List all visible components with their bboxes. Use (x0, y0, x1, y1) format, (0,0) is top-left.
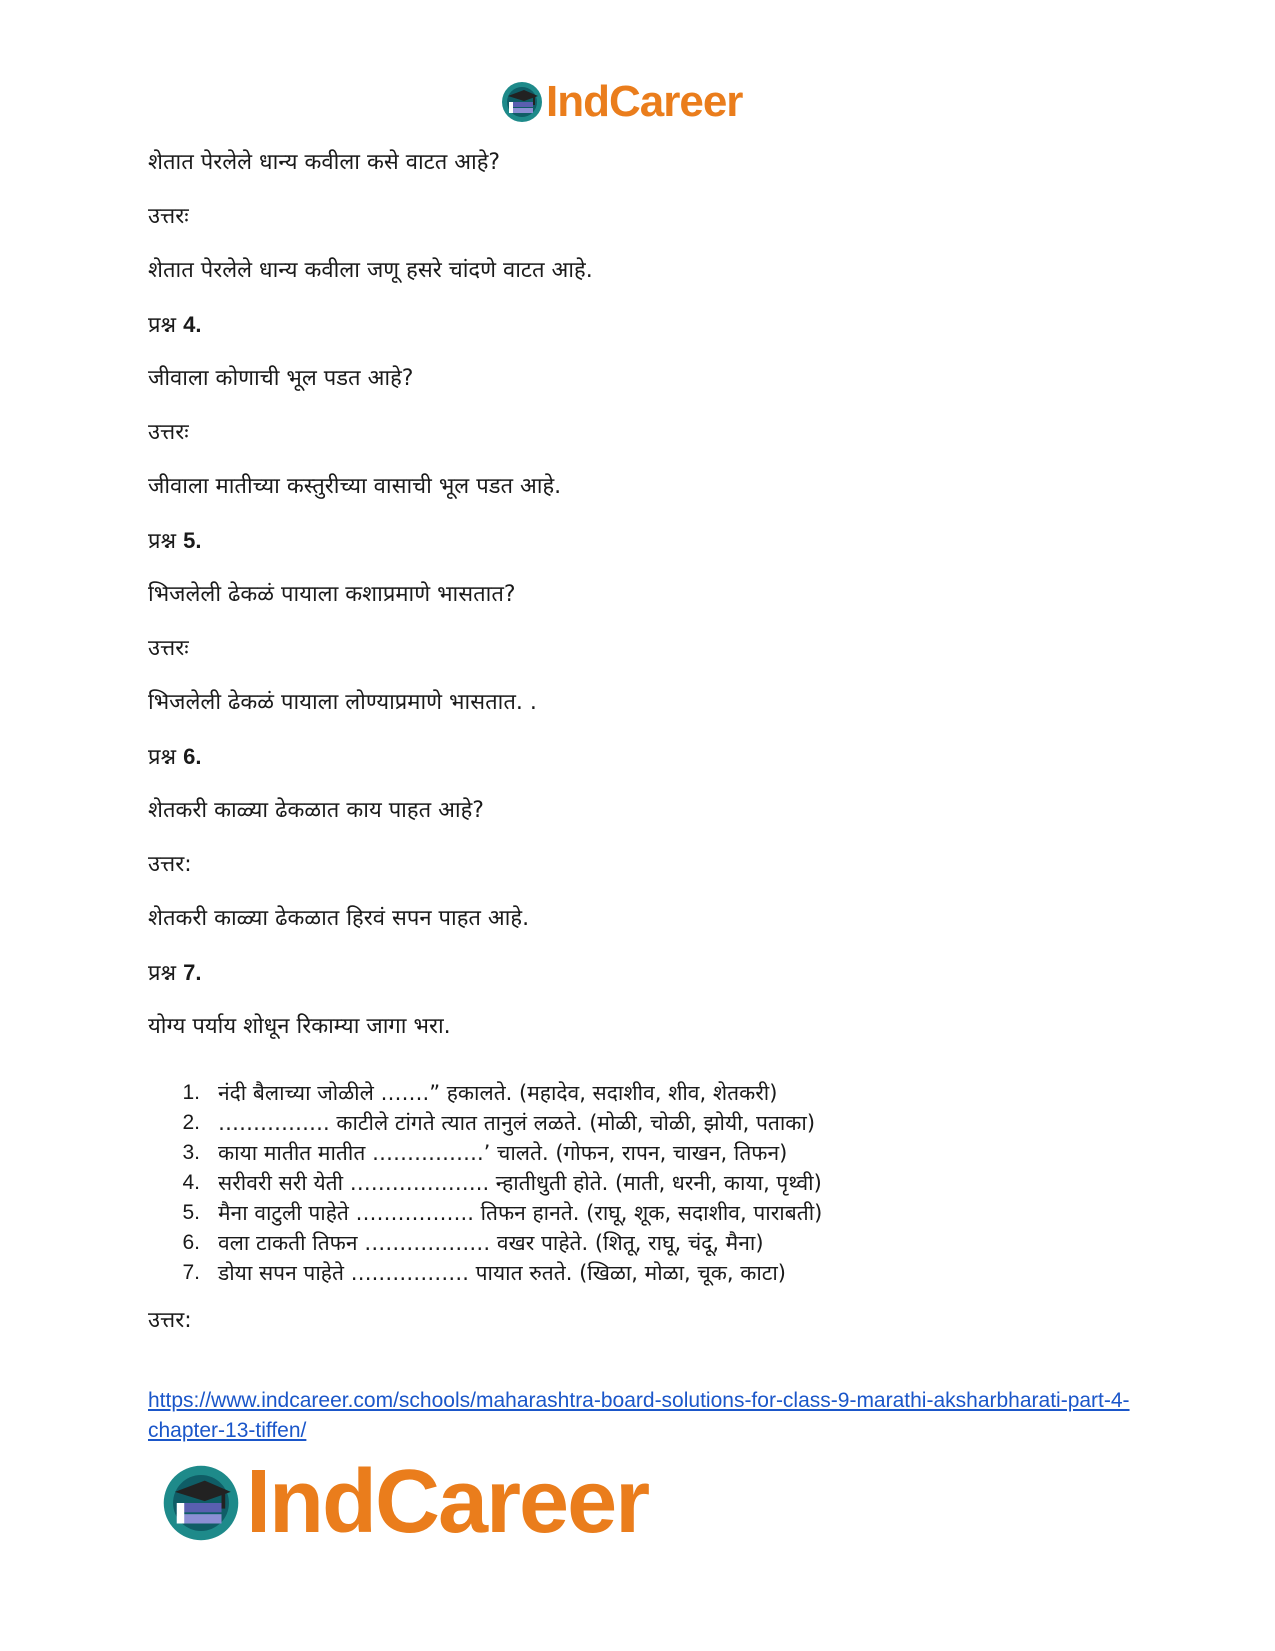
question-3-text: शेतात पेरलेले धान्य कवीला कसे वाटत आहे? (148, 150, 501, 175)
indcareer-logo-top (500, 76, 742, 128)
question-7-text: योग्य पर्याय शोधून रिकाम्या जागा भरा. (148, 1014, 451, 1039)
answer-label: उत्तरः (148, 204, 189, 229)
answer-label: उत्तर: (148, 1308, 192, 1333)
list-item-text: नंदी बैलाच्या जोळीले …….” हकालते. (महादेव, सदाशीव, शीव, शेतकरी) (218, 1081, 778, 1105)
question-number: 7. (183, 960, 202, 985)
question-5-text: भिजलेली ढेकळं पायाला कशाप्रमाणे भासतात? (148, 582, 516, 607)
question-label: प्रश्न (148, 529, 177, 554)
answer-label: उत्तरः (148, 636, 189, 661)
question-4-text: जीवाला कोणाची भूल पडत आहे? (148, 366, 414, 391)
list-item-text: डोया सपन पाहेते ….…………. पायात रुतते. (खिळा, मोळा, चूक, काटा) (218, 1261, 786, 1285)
fill-in-the-blanks-list (148, 1078, 822, 1288)
question-number: 5. (183, 528, 202, 553)
logo-text: IndCareer (546, 77, 743, 126)
question-number: 4. (183, 312, 202, 337)
list-item (148, 1228, 822, 1258)
list-item-text: काया मातीत मातीत …………….’ चालते. (गोफन, रापन, चाखन, तिफन) (218, 1141, 788, 1165)
question-label: प्रश्न (148, 745, 177, 770)
question-4-heading (148, 310, 201, 341)
question-number: 6. (183, 744, 202, 769)
question-6-text: शेतकरी काळ्या ढेकळात काय पाहत आहे? (148, 798, 484, 823)
question-label: प्रश्न (148, 961, 177, 986)
list-item (148, 1168, 822, 1198)
answer-3-text: शेतात पेरलेले धान्य कवीला जणू हसरे चांदणे वाटत आहे. (148, 258, 593, 283)
answer-label: उत्तरः (148, 420, 189, 445)
list-index: 4. (182, 1171, 200, 1194)
list-index: 6. (182, 1231, 200, 1254)
list-item-text: वला टाकती तिफन ……………… वखर पाहेते. (शितू, राघू, चंदू, मैना) (218, 1231, 764, 1255)
list-item (148, 1078, 822, 1108)
list-item-text: ……………. काटीले टांगते त्यात तानुलं लळते. (मोळी, चोळी, झोयी, पताका) (218, 1111, 816, 1135)
answer-6-text: शेतकरी काळ्या ढेकळात हिरवं सपन पाहत आहे. (148, 906, 530, 931)
list-index: 3. (182, 1141, 200, 1164)
source-link[interactable]: https://www.indcareer.com/schools/maharashtra-board-solutions-for-class-9-marathi-aksharbharati-part-4-chapter-13-tiffen/ (148, 1389, 1130, 1442)
list-item (148, 1258, 822, 1288)
list-item-text: मैना वाटुली पाहेते …………….. तिफन हानते. (राघू, शूक, सदाशीव, पाराबती) (218, 1201, 823, 1225)
list-index: 7. (182, 1261, 200, 1284)
list-index: 2. (182, 1111, 200, 1134)
list-item (148, 1108, 822, 1138)
list-index: 5. (182, 1201, 200, 1224)
answer-5-text: भिजलेली ढेकळं पायाला लोण्याप्रमाणे भासतात. . (148, 690, 537, 715)
answer-label: उत्तर: (148, 852, 192, 877)
list-item-text: सरीवरी सरी येती ……………….. न्हातीधुती होते. (माती, धरनी, काया, पृथ्वी) (218, 1171, 822, 1195)
list-index: 1. (182, 1081, 200, 1104)
list-item (148, 1138, 822, 1168)
question-label: प्रश्न (148, 313, 177, 338)
logo-text: IndCareer (246, 1452, 649, 1552)
answer-4-text: जीवाला मातीच्या कस्तुरीच्या वासाची भूल पडत आहे. (148, 474, 562, 499)
list-item (148, 1198, 822, 1228)
indcareer-logo-bottom (160, 1452, 649, 1552)
graduation-cap-books-icon (160, 1462, 242, 1544)
question-5-heading (148, 526, 201, 557)
question-6-heading (148, 742, 201, 773)
question-7-heading (148, 958, 201, 989)
graduation-cap-books-icon (500, 80, 544, 124)
